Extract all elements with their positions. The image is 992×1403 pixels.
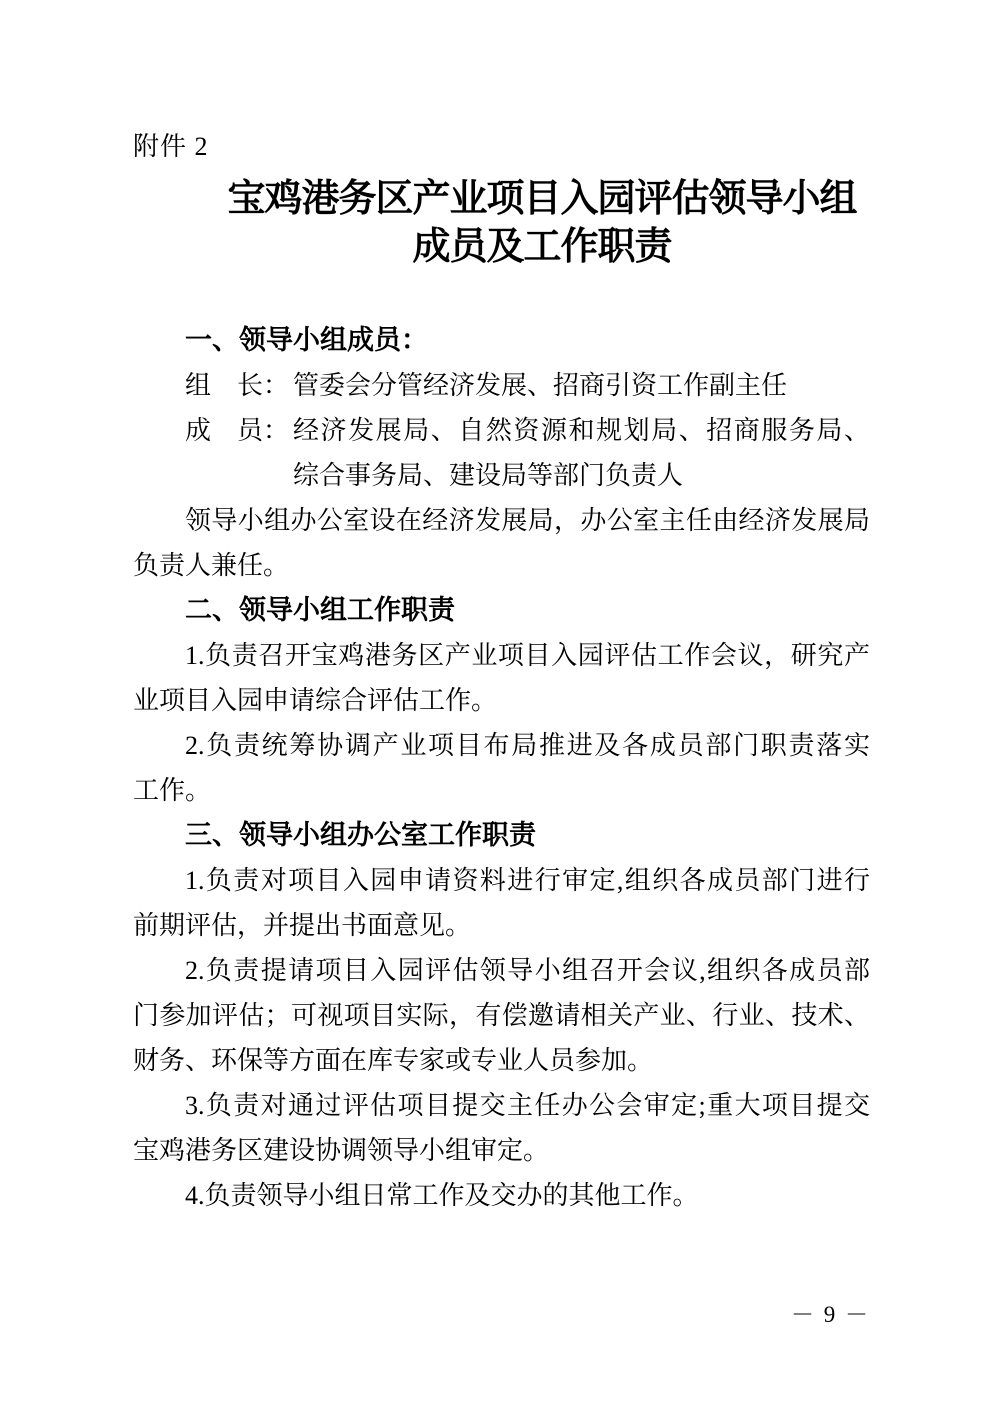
document-content (133, 0, 870, 1218)
member-role-label: 组 长： (185, 371, 290, 400)
member-description (293, 363, 870, 408)
paragraph-line: 宝鸡港务区建设协调领导小组审定。 (133, 1136, 550, 1165)
member-row (133, 363, 870, 408)
document-body (133, 318, 870, 1218)
paragraph-line: 财务、环保等方面在库专家或专业人员参加。 (133, 1046, 654, 1075)
paragraph-line: 2.负责统筹协调产业项目布局推进及各成员部门职责落实 (185, 731, 870, 760)
paragraph-line: 领导小组办公室设在经济发展局，办公室主任由经济发展局 (185, 506, 870, 535)
member-row (133, 408, 870, 498)
document-title-line2: 成员及工作职责 (412, 226, 672, 268)
member-description-line: 管委会分管经济发展、招商引资工作副主任 (293, 371, 788, 400)
paragraph-line: 3.负责对通过评估项目提交主任办公会审定;重大项目提交 (185, 1091, 870, 1120)
page-number: － 9 － (791, 1302, 870, 1327)
paragraph-line: 门参加评估；可视项目实际，有偿邀请相关产业、行业、技术、 (133, 1001, 870, 1030)
section-heading: 二、领导小组工作职责 (185, 595, 455, 625)
paragraph-line: 4.负责领导小组日常工作及交办的其他工作。 (185, 1181, 699, 1210)
section-heading: 一、领导小组成员： (185, 325, 428, 355)
paragraph-line: 前期评估，并提出书面意见。 (133, 911, 472, 940)
paragraph-line: 2.负责提请项目入园评估领导小组召开会议,组织各成员部 (185, 956, 870, 985)
section-heading: 三、领导小组办公室工作职责 (185, 820, 536, 850)
document-title (133, 175, 870, 271)
paragraph-line: 业项目入园申请综合评估工作。 (133, 686, 498, 715)
attachment-label: 附件 2 (133, 132, 209, 161)
member-description-line: 综合事务局、建设局等部门负责人 (293, 461, 684, 490)
document-title-line1: 宝鸡港务区产业项目入园评估领导小组 (227, 178, 857, 220)
member-description (293, 408, 870, 498)
paragraph-line: 1.负责对项目入园申请资料进行审定,组织各成员部门进行 (185, 866, 870, 895)
member-role-label: 成 员： (185, 416, 290, 445)
paragraph-line: 负责人兼任。 (133, 551, 290, 580)
paragraph-line: 工作。 (133, 776, 212, 805)
member-description-line: 经济发展局、自然资源和规划局、招商服务局、 (293, 416, 870, 445)
paragraph-line: 1.负责召开宝鸡港务区产业项目入园评估工作会议，研究产 (185, 641, 870, 670)
